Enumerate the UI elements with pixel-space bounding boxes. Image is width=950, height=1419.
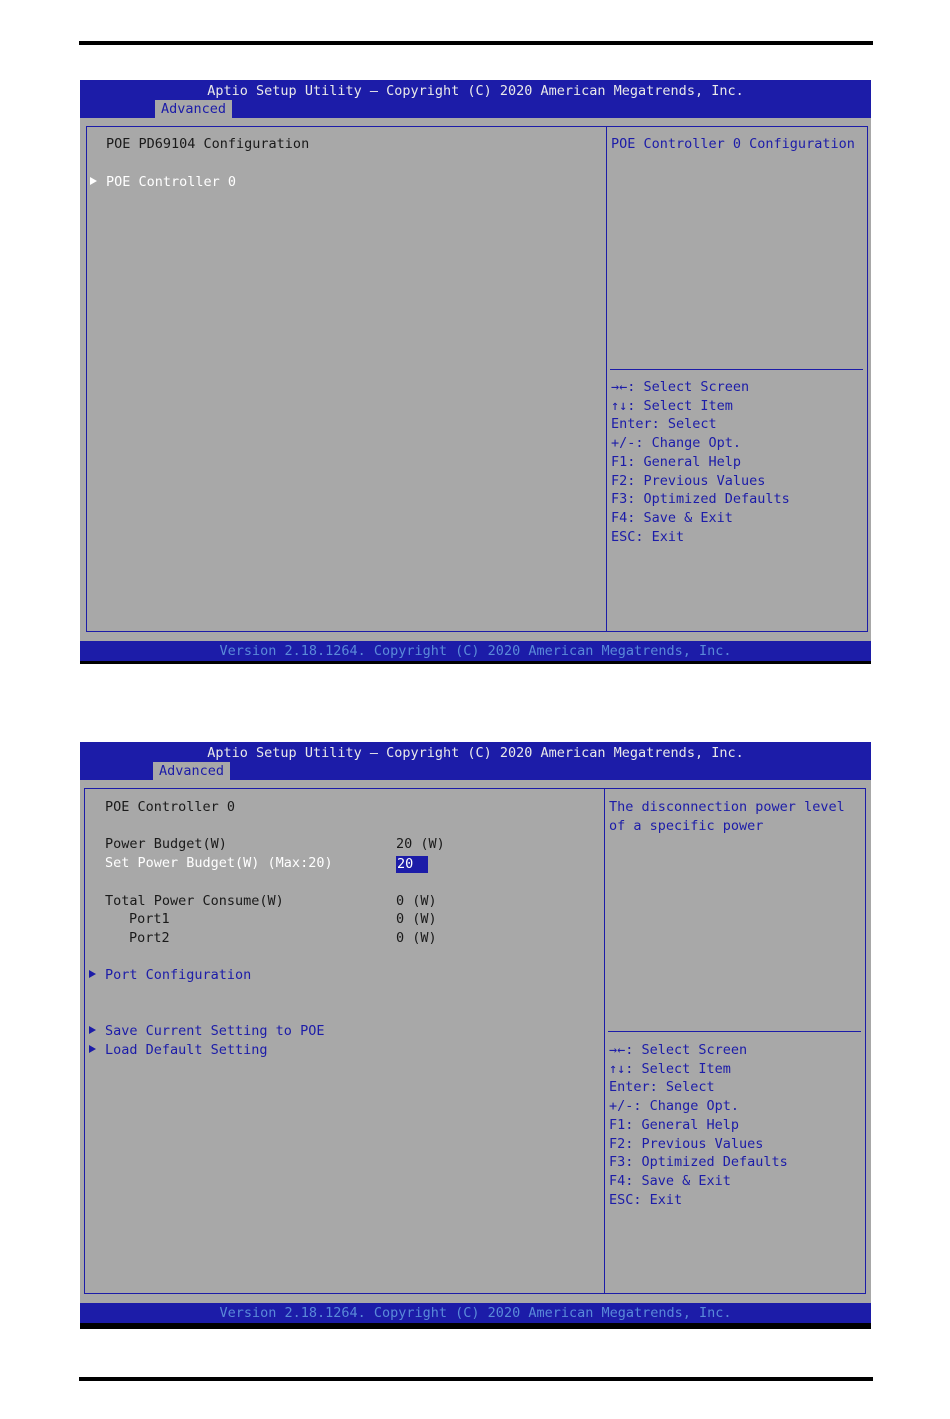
tab-advanced[interactable]: Advanced [155, 100, 232, 118]
menu-item-label: Load Default Setting [105, 1042, 268, 1059]
help-text: POE Controller 0 Configuration [611, 136, 855, 152]
title-text: Aptio Setup Utility – Copyright (C) 2020 American Megatrends, Inc. [207, 83, 744, 99]
bios-screen-poe-config [80, 80, 871, 664]
key-f4: F4: Save & Exit [611, 509, 733, 526]
bottom-rule [79, 1377, 873, 1381]
port1-value: 0 (W) [396, 911, 437, 928]
footer-text: Version 2.18.1264. Copyright (C) 2020 American Megatrends, Inc. [219, 643, 732, 659]
key-select-item: ↑↓: Select Item [609, 1060, 731, 1077]
main-panel [86, 126, 607, 632]
title-bar [80, 80, 871, 118]
bios-screen-poe-controller [80, 742, 871, 1329]
tab-advanced[interactable]: Advanced [153, 762, 230, 780]
set-power-budget-label: Set Power Budget(W) (Max:20) [105, 855, 333, 872]
total-power-value: 0 (W) [396, 892, 437, 909]
key-f2: F2: Previous Values [611, 472, 766, 489]
content-area [80, 118, 871, 644]
help-text-line-2: of a specific power [609, 817, 764, 834]
submenu-arrow-icon [89, 970, 96, 978]
total-power-label: Total Power Consume(W) [105, 892, 284, 909]
page-title: POE Controller 0 [105, 799, 236, 815]
port2-label: Port2 [129, 929, 170, 946]
top-rule [79, 41, 873, 45]
key-f1: F1: General Help [609, 1116, 740, 1133]
submenu-arrow-icon [89, 1045, 96, 1053]
key-f4: F4: Save & Exit [609, 1172, 731, 1189]
key-change-opt: +/-: Change Opt. [609, 1098, 740, 1115]
key-f3: F3: Optimized Defaults [609, 1154, 788, 1171]
power-budget-label: Power Budget(W) [105, 836, 227, 853]
key-f1: F1: General Help [611, 453, 742, 470]
submenu-arrow-icon [89, 1026, 96, 1034]
help-text-line-1: The disconnection power level [609, 799, 845, 815]
title-text: Aptio Setup Utility – Copyright (C) 2020 American Megatrends, Inc. [207, 745, 744, 761]
menu-item-label: POE Controller 0 [106, 174, 237, 190]
key-esc: ESC: Exit [611, 528, 685, 545]
submenu-arrow-icon [90, 177, 97, 185]
key-enter: Enter: Select [609, 1079, 715, 1096]
title-bar [80, 742, 871, 780]
help-separator [610, 369, 863, 370]
set-power-budget-input[interactable]: 20 [396, 856, 428, 873]
key-select-item: ↑↓: Select Item [611, 397, 733, 414]
footer-text: Version 2.18.1264. Copyright (C) 2020 American Megatrends, Inc. [219, 1305, 732, 1321]
footer-bar [80, 641, 871, 661]
page-title: POE PD69104 Configuration [106, 136, 310, 152]
key-f2: F2: Previous Values [609, 1135, 764, 1152]
power-budget-value: 20 (W) [396, 836, 445, 853]
menu-item-label: Port Configuration [105, 967, 252, 984]
content-area [80, 780, 871, 1305]
help-separator [608, 1031, 861, 1032]
key-select-screen: →←: Select Screen [609, 1042, 748, 1058]
key-select-screen: →←: Select Screen [611, 379, 750, 395]
port2-value: 0 (W) [396, 929, 437, 946]
port1-label: Port1 [129, 911, 170, 928]
key-f3: F3: Optimized Defaults [611, 491, 790, 508]
menu-item-label: Save Current Setting to POE [105, 1023, 325, 1040]
footer-bar [80, 1303, 871, 1323]
key-esc: ESC: Exit [609, 1191, 683, 1208]
key-enter: Enter: Select [611, 416, 717, 433]
key-change-opt: +/-: Change Opt. [611, 435, 742, 452]
